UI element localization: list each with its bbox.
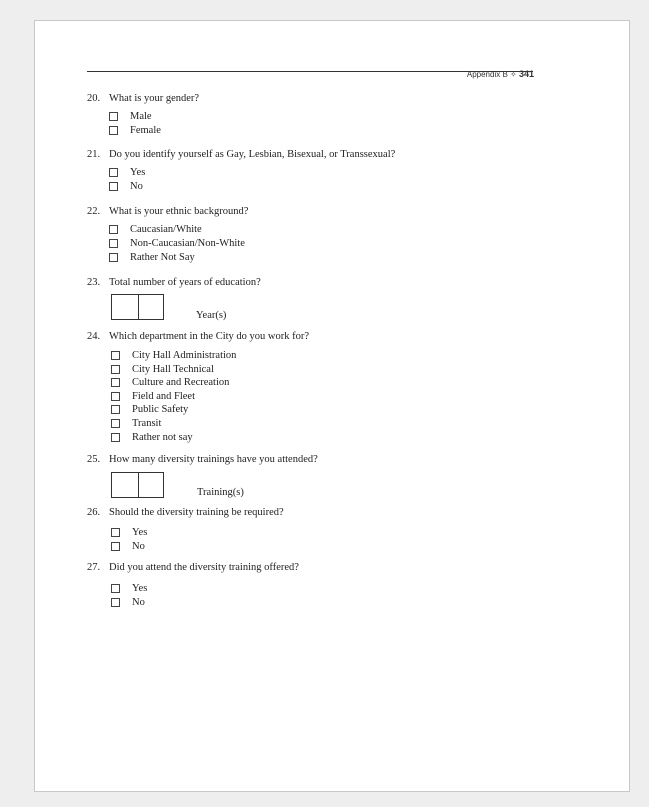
checkbox[interactable] [111,365,120,374]
digit-cell-2[interactable] [139,295,165,319]
option-label: Rather not say [132,431,193,443]
question-text: What is your gender? [109,93,200,104]
checkbox[interactable] [111,542,120,551]
checkbox[interactable] [111,419,120,428]
checkbox[interactable] [109,126,118,135]
digit-cell-1[interactable] [112,295,138,319]
option-label: Yes [132,527,148,538]
question-text: What is your ethnic background? [109,206,249,217]
question-number: 26. [87,507,101,518]
checkbox[interactable] [109,253,118,262]
option-label: No [130,181,143,192]
running-head [467,69,534,79]
question-20 [87,93,199,104]
question-number: 25. [87,454,101,465]
question-22 [87,206,248,217]
question-24 [87,331,309,342]
question-23 [87,277,261,288]
trainings-unit-label: Training(s) [197,487,244,498]
option-label: Rather Not Say [130,252,195,263]
option-label: Yes [130,167,146,178]
question-27 [87,562,299,573]
option-label: Transit [132,417,162,429]
question-number: 20. [87,93,101,104]
trainings-count-box[interactable] [111,472,164,498]
document-page [34,20,630,792]
checkbox[interactable] [109,239,118,248]
option-label: Culture and Recreation [132,377,230,389]
option-label: Caucasian/White [130,224,202,235]
option-label: City Hall Technical [132,363,214,375]
question-25 [87,454,318,465]
option-label: City Hall Administration [132,350,237,361]
question-number: 27. [87,562,101,573]
checkbox[interactable] [111,528,120,537]
question-text: Did you attend the diversity training offered? [109,562,299,573]
question-number: 21. [87,149,101,160]
option-label: Field and Fleet [132,390,195,402]
checkbox[interactable] [111,584,120,593]
question-number: 24. [87,331,101,342]
option-label: No [132,597,145,608]
question-21 [87,149,395,160]
years-education-box[interactable] [111,294,164,320]
checkbox[interactable] [111,392,120,401]
question-text: Total number of years of education? [109,277,261,288]
question-number: 23. [87,277,101,288]
question-text: Do you identify yourself as Gay, Lesbian, Bisexual, or Transsexual? [109,149,396,160]
option-label: Non-Caucasian/Non-White [130,238,245,249]
option-label: Male [130,111,152,122]
checkbox[interactable] [109,168,118,177]
option-label: No [132,541,145,552]
digit-cell-1[interactable] [112,473,138,497]
question-number: 22. [87,206,101,217]
running-title: Appendix B [466,70,508,79]
option-label: Female [130,125,161,136]
years-unit-label: Year(s) [196,310,227,321]
checkbox[interactable] [109,112,118,121]
option-label: Yes [132,583,148,594]
checkbox[interactable] [111,598,120,607]
page-number: 341 [518,69,534,79]
question-text: How many diversity trainings have you attended? [109,454,318,465]
question-text: Which department in the City do you work for? [109,331,310,342]
checkbox[interactable] [111,378,120,387]
ornament: ✧ [510,70,517,79]
question-26 [87,507,284,518]
checkbox[interactable] [109,225,118,234]
digit-cell-2[interactable] [139,473,165,497]
question-text: Should the diversity training be required? [109,507,284,518]
checkbox[interactable] [111,433,120,442]
option-label: Public Safety [132,404,189,416]
checkbox[interactable] [111,405,120,414]
checkbox[interactable] [109,182,118,191]
checkbox[interactable] [111,351,120,360]
